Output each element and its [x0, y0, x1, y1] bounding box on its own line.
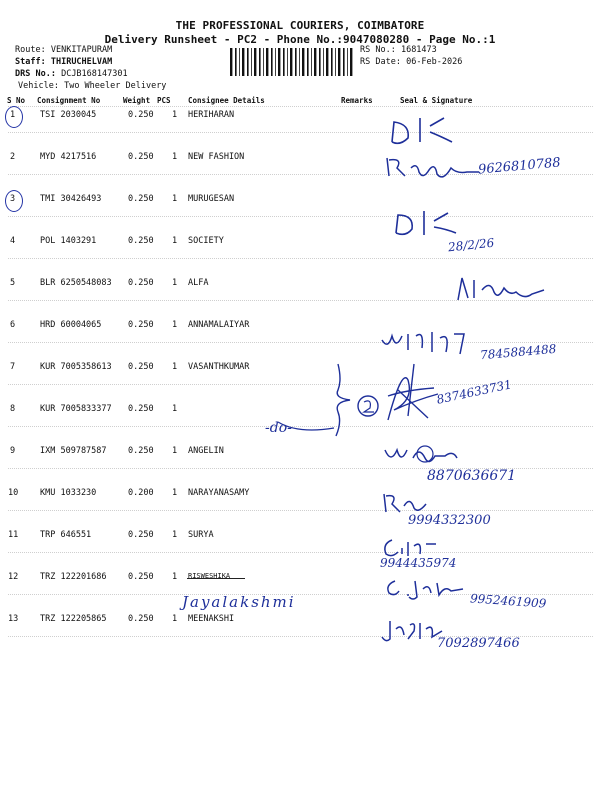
row-pcs: 1	[172, 320, 178, 330]
vehicle-line	[18, 81, 166, 92]
signature-row-3	[388, 203, 478, 239]
row-pcs: 1	[172, 446, 178, 456]
row-weight: 0.250	[128, 194, 154, 204]
col-weight: Weight	[123, 96, 151, 105]
row-consignment: KUR 7005358613	[40, 362, 112, 372]
row-pcs: 1	[172, 236, 178, 246]
vehicle-value: Two Wheeler Delivery	[64, 81, 167, 91]
row-pcs: 1	[172, 488, 178, 498]
row-pcs: 1	[172, 614, 178, 624]
row-sno: 13	[8, 614, 19, 624]
signature-row-2	[383, 150, 493, 186]
phone-row-9: 8870636671	[427, 468, 517, 484]
row-divider	[8, 552, 593, 553]
row-consignment: TRZ 122205865	[40, 614, 107, 624]
col-remarks: Remarks	[341, 96, 373, 105]
drs-line	[15, 69, 128, 80]
row-weight: 0.250	[128, 152, 154, 162]
row-sno: 11	[8, 530, 19, 540]
phone-row-10: 9994332300	[408, 513, 491, 528]
row-consignment: HRD 60004065	[40, 320, 102, 330]
row-weight: 0.250	[128, 278, 154, 288]
company-title: THE PROFESSIONAL COURIERS, COIMBATORE	[175, 19, 425, 32]
drs-label: DRS No.:	[15, 69, 56, 79]
row-consignee: ALFA	[188, 278, 209, 288]
vehicle-label: Vehicle:	[18, 81, 59, 91]
rs-no-label: RS No.:	[360, 45, 396, 55]
row-pcs: 1	[172, 572, 178, 582]
signature-row-1	[380, 112, 490, 152]
rs-date-value: 06-Feb-2026	[406, 57, 463, 67]
staff-line	[15, 57, 112, 68]
row-pcs: 1	[172, 278, 178, 288]
row-pcs: 1	[172, 110, 178, 120]
staff-value: THIRUCHELVAM	[50, 57, 113, 67]
row-weight: 0.250	[128, 320, 154, 330]
row-divider	[8, 510, 593, 511]
col-sno: S No	[7, 96, 26, 105]
table-row	[0, 614, 600, 628]
row-sno: 10	[8, 488, 19, 498]
row-consignee: SOCIETY	[188, 236, 224, 246]
row-consignee: RISWESHIKA	[188, 572, 231, 580]
consignee-strike-mark	[187, 578, 245, 579]
signature-row-12	[383, 575, 473, 603]
rs-date-line	[360, 57, 462, 68]
row-divider	[8, 342, 593, 343]
barcode-image	[229, 48, 355, 76]
row-weight: 0.250	[128, 236, 154, 246]
row-pcs: 1	[172, 530, 178, 540]
runsheet-subtitle: Delivery Runsheet - PC2 - Phone No.:9047080280 - Page No.:1	[104, 33, 496, 46]
row-weight: 0.250	[128, 362, 154, 372]
rs-no-line	[360, 45, 437, 56]
row-consignee: NARAYANASAMY	[188, 488, 250, 498]
row-sno: 1	[10, 110, 16, 120]
name-correction-row-12: Jayalakshmi	[182, 593, 296, 611]
phone-row-11: 9944435974	[380, 556, 457, 570]
row-consignment: KMU 1033230	[40, 488, 97, 498]
phone-row-7: 8374633731	[435, 377, 513, 407]
row-weight: 0.250	[128, 404, 154, 414]
staff-label: Staff:	[15, 57, 46, 67]
row-consignment: TSI 2030045	[40, 110, 97, 120]
table-row	[0, 572, 600, 586]
row-consignment: IXM 509787587	[40, 446, 107, 456]
rs-no-value: 1681473	[400, 45, 437, 55]
row-pcs: 1	[172, 194, 178, 204]
drs-value: DCJB168147301	[61, 69, 128, 79]
table-row	[0, 530, 600, 544]
row-consignee: HERIHARAN	[188, 110, 235, 120]
header-divider	[8, 106, 593, 107]
row-consignment: POL 1403291	[40, 236, 97, 246]
route-line	[15, 45, 112, 56]
signature-row-9	[383, 440, 463, 470]
row-consignee: ANNAMALAIYAR	[188, 320, 250, 330]
row-weight: 0.250	[128, 530, 154, 540]
row-consignment: BLR 6250548083	[40, 278, 112, 288]
row-sno: 9	[10, 446, 16, 456]
row-consignment: TMI 30426493	[40, 194, 102, 204]
row-sno: 12	[8, 572, 19, 582]
row-consignment: TRP 646551	[40, 530, 92, 540]
table-row	[0, 194, 600, 208]
table-row	[0, 488, 600, 502]
sno-circle-mark	[5, 106, 23, 128]
table-row	[0, 110, 600, 124]
row-pcs: 1	[172, 362, 178, 372]
signature-row-6	[380, 326, 490, 356]
row-weight: 0.250	[128, 614, 154, 624]
col-consignment: Consignment No	[37, 96, 101, 105]
row-sno: 8	[10, 404, 16, 414]
row-consignment: MYD 4217516	[40, 152, 97, 162]
row-consignee: SURYA	[188, 530, 214, 540]
row-weight: 0.200	[128, 488, 154, 498]
phone-row-12: 9952461909	[469, 591, 547, 611]
signature-row-5	[452, 270, 552, 306]
row-sno: 7	[10, 362, 16, 372]
row-consignment: KUR 7005833377	[40, 404, 112, 414]
row-divider	[8, 258, 593, 259]
row-pcs: 1	[172, 404, 178, 414]
row-sno: 4	[10, 236, 16, 246]
phone-row-6: 7845884488	[479, 341, 557, 363]
row-sno: 5	[10, 278, 16, 288]
row-consignee: MEENAKSHI	[188, 614, 235, 624]
col-consignee: Consignee Details	[188, 96, 265, 105]
row-sno: 2	[10, 152, 16, 162]
phone-row-2: 9626810788	[477, 155, 562, 178]
sno-circle-mark	[5, 190, 23, 212]
signature-rows-7-8	[238, 360, 468, 450]
date-row-4: 28/2/26	[447, 235, 495, 255]
row-consignee: ANGELIN	[188, 446, 224, 456]
col-pcs: PCS	[157, 96, 171, 105]
phone-row-13: 7092897466	[437, 636, 520, 651]
row-divider	[8, 216, 593, 217]
remark-row-8: -do-	[265, 420, 292, 436]
row-weight: 0.250	[128, 572, 154, 582]
row-sno: 3	[10, 194, 16, 204]
route-label: Route:	[15, 45, 46, 55]
row-consignee: NEW FASHION	[188, 152, 245, 162]
row-divider	[8, 132, 593, 133]
row-weight: 0.250	[128, 110, 154, 120]
row-consignee: MURUGESAN	[188, 194, 235, 204]
row-consignment: TRZ 122201686	[40, 572, 107, 582]
table-row	[0, 236, 600, 250]
col-seal-signature: Seal & Signature	[400, 96, 473, 105]
row-sno: 6	[10, 320, 16, 330]
route-value: VENKITAPURAM	[50, 45, 113, 55]
rs-date-label: RS Date:	[360, 57, 401, 67]
row-weight: 0.250	[128, 446, 154, 456]
row-pcs: 1	[172, 152, 178, 162]
table-row	[0, 320, 600, 334]
row-consignee: VASANTHKUMAR	[188, 362, 250, 372]
